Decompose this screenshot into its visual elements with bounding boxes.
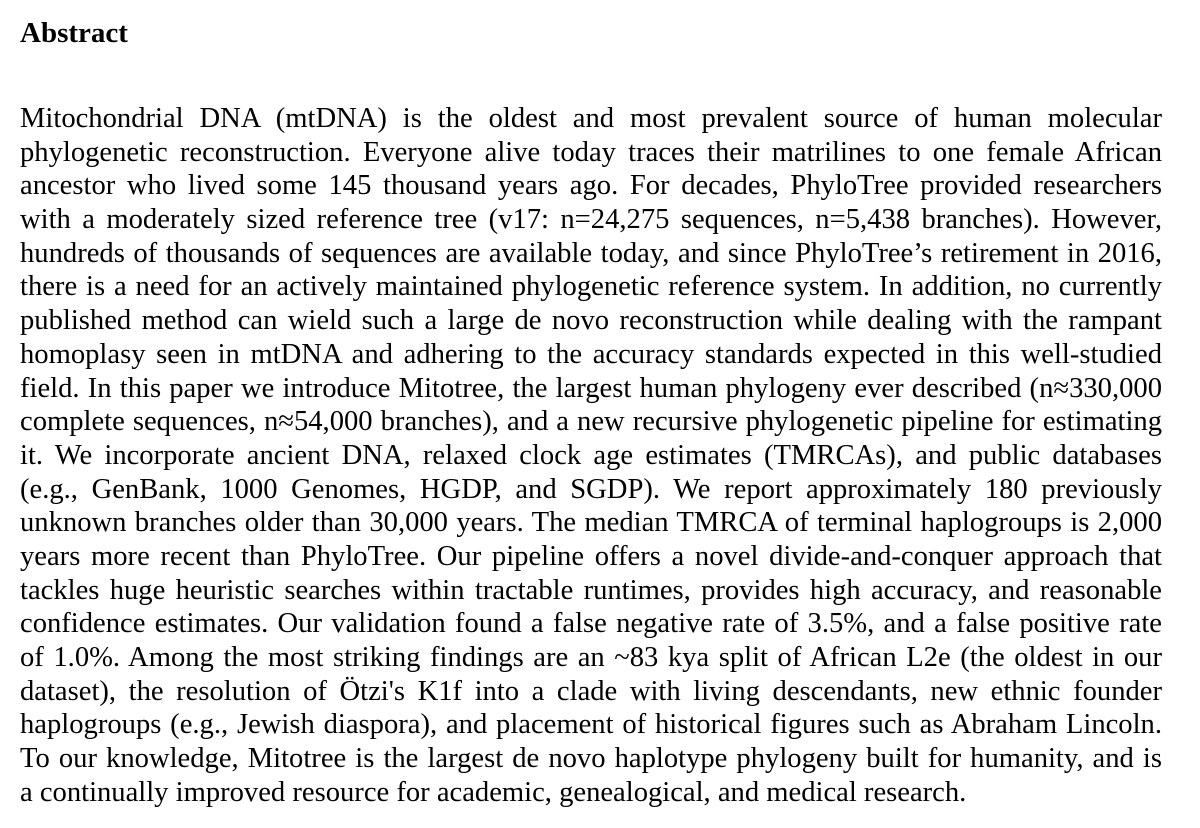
abstract-line: it. We incorporate ancient DNA, relaxed clock age estimates (TMRCAs), and public databases <box>20 439 1162 471</box>
abstract-line: years more recent than PhyloTree. Our pipeline offers a novel divide-and-conquer approach that <box>20 540 1162 572</box>
abstract-line: phylogenetic reconstruction. Everyone alive today traces their matrilines to one female African <box>20 136 1162 168</box>
abstract-line: a continually improved resource for academic, genealogical, and medical research. <box>20 776 967 808</box>
abstract-line: there is a need for an actively maintained phylogenetic reference system. In addition, no currently <box>20 271 1162 303</box>
document-page <box>20 14 1162 809</box>
abstract-line: haplogroups (e.g., Jewish diaspora), and placement of historical figures such as Abraham Lincoln. <box>20 709 1162 741</box>
abstract-line: ancestor who lived some 145 thousand years ago. For decades, PhyloTree provided researchers <box>20 170 1162 202</box>
abstract-line: confidence estimates. Our validation found a false negative rate of 3.5%, and a false positive rate <box>20 608 1162 640</box>
abstract-line: tackles huge heuristic searches within tractable runtimes, provides high accuracy, and reasonable <box>20 574 1162 606</box>
abstract-line: unknown branches older than 30,000 years. The median TMRCA of terminal haplogroups is 2,000 <box>20 507 1162 539</box>
abstract-line: (e.g., GenBank, 1000 Genomes, HGDP, and SGDP). We report approximately 180 previously <box>20 473 1162 505</box>
abstract-heading: Abstract <box>20 17 128 49</box>
abstract-line: To our knowledge, Mitotree is the largest de novo haplotype phylogeny built for humanity, and is <box>20 743 1162 775</box>
abstract-line: published method can wield such a large de novo reconstruction while dealing with the rampant <box>20 305 1162 337</box>
abstract-line: field. In this paper we introduce Mitotree, the largest human phylogeny ever described (n≈330,000 <box>20 372 1162 404</box>
abstract-line: Mitochondrial DNA (mtDNA) is the oldest and most prevalent source of human molecular <box>20 103 1162 134</box>
abstract-line: complete sequences, n≈54,000 branches), and a new recursive phylogenetic pipeline for estimating <box>20 406 1162 438</box>
abstract-line: of 1.0%. Among the most striking findings are an ~83 kya split of African L2e (the oldest in our <box>20 642 1162 673</box>
abstract-line: hundreds of thousands of sequences are available today, and since PhyloTree’s retirement in 2016, <box>20 237 1162 269</box>
abstract-line: with a moderately sized reference tree (v17: n=24,275 sequences, n=5,438 branches). However, <box>20 204 1162 236</box>
abstract-line: homoplasy seen in mtDNA and adhering to the accuracy standards expected in this well-studied <box>20 338 1162 370</box>
abstract-body <box>20 102 1162 809</box>
abstract-line: dataset), the resolution of Ötzi's K1f into a clade with living descendants, new ethnic founder <box>20 675 1162 707</box>
